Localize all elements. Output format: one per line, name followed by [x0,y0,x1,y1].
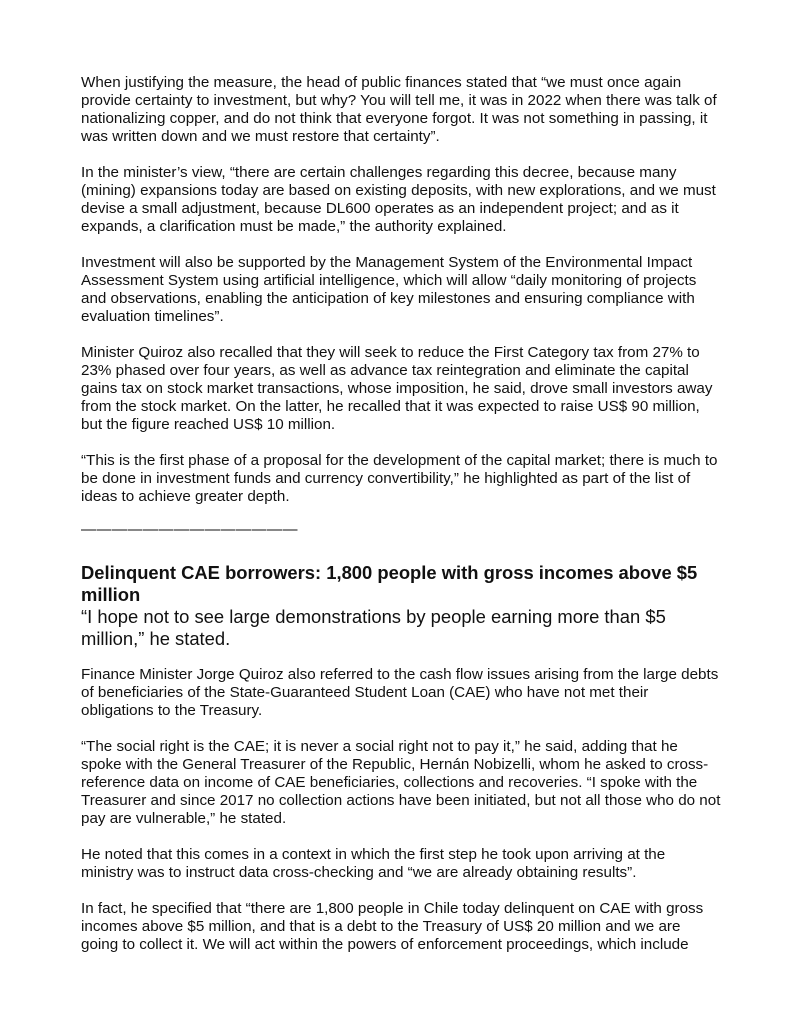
section-heading: Delinquent CAE borrowers: 1,800 people with gross incomes above $5 million [81,562,698,605]
paragraph-decree-challenges: In the minister’s view, “there are certain challenges regarding this decree, because many (mining) expansions today are based on existing deposits, with new explorations, and we must devise a small adjustment, because DL600 operates as an independent project; and as it expands, a clarification must be made,” the authority explained. [81,164,716,235]
paragraph-environmental-ai: Investment will also be supported by the Management System of the Environmental Impact Assessment System using artificial intelligence, which will allow “daily monitoring of projects and observations, enabling the anticipation of key milestones and ensuring compliance with evaluation timelines”. [81,254,697,325]
section-subheading: “I hope not to see large demonstrations by people earning more than $5 million,” he stated. [81,606,666,649]
paragraph-data-crosscheck: He noted that this comes in a context in which the first step he took upon arriving at the ministry was to instruct data cross-checking and “we are already obtaining results”. [81,846,666,881]
paragraph-tax-reduction: Minister Quiroz also recalled that they will seek to reduce the First Category tax from 27% to 23% phased over four years, as well as advance tax reintegration and eliminate the capital gains tax on stock market transactions, whose imposition, he said, drove small investors away from the stock market. On the latter, he recalled that it was expected to raise US$ 90 million, but the figure reached US$ 10 million. [81,344,713,433]
section-separator: —————————————— [81,521,298,538]
document-page [81,74,721,954]
paragraph-capital-market: “This is the first phase of a proposal for the development of the capital market; there is much to be done in investment funds and currency convertibility,” he highlighted as part of the list of ideas to achieve greater depth. [81,452,718,505]
paragraph-cae-cash-flow: Finance Minister Jorge Quiroz also referred to the cash flow issues arising from the large debts of beneficiaries of the State-Guaranteed Student Loan (CAE) who have not met their obligations to the Treasury. [81,666,719,719]
paragraph-certainty: When justifying the measure, the head of public finances stated that “we must once again provide certainty to investment, but why? You will tell me, it was in 2022 when there was talk of nationalizing copper, and do not think that everyone forgot. It was not something in passing, it was written down and we must restore that certainty”. [81,74,717,145]
paragraph-delinquent-count: In fact, he specified that “there are 1,800 people in Chile today delinquent on CAE with gross incomes above $5 million, and that is a debt to the Treasury of US$ 20 million and we are going to collect it. We will act within the powers of enforcement proceedings, which include [81,900,704,953]
paragraph-social-right: “The social right is the CAE; it is never a social right not to pay it,” he said, adding that he spoke with the General Treasurer of the Republic, Hernán Nobizelli, whom he asked to cross-reference data on income of CAE beneficiaries, collections and recoveries. “I spoke with the Treasurer and since 2017 no collection actions have been initiated, but not all those who do not pay are vulnerable,” he stated. [81,738,721,827]
